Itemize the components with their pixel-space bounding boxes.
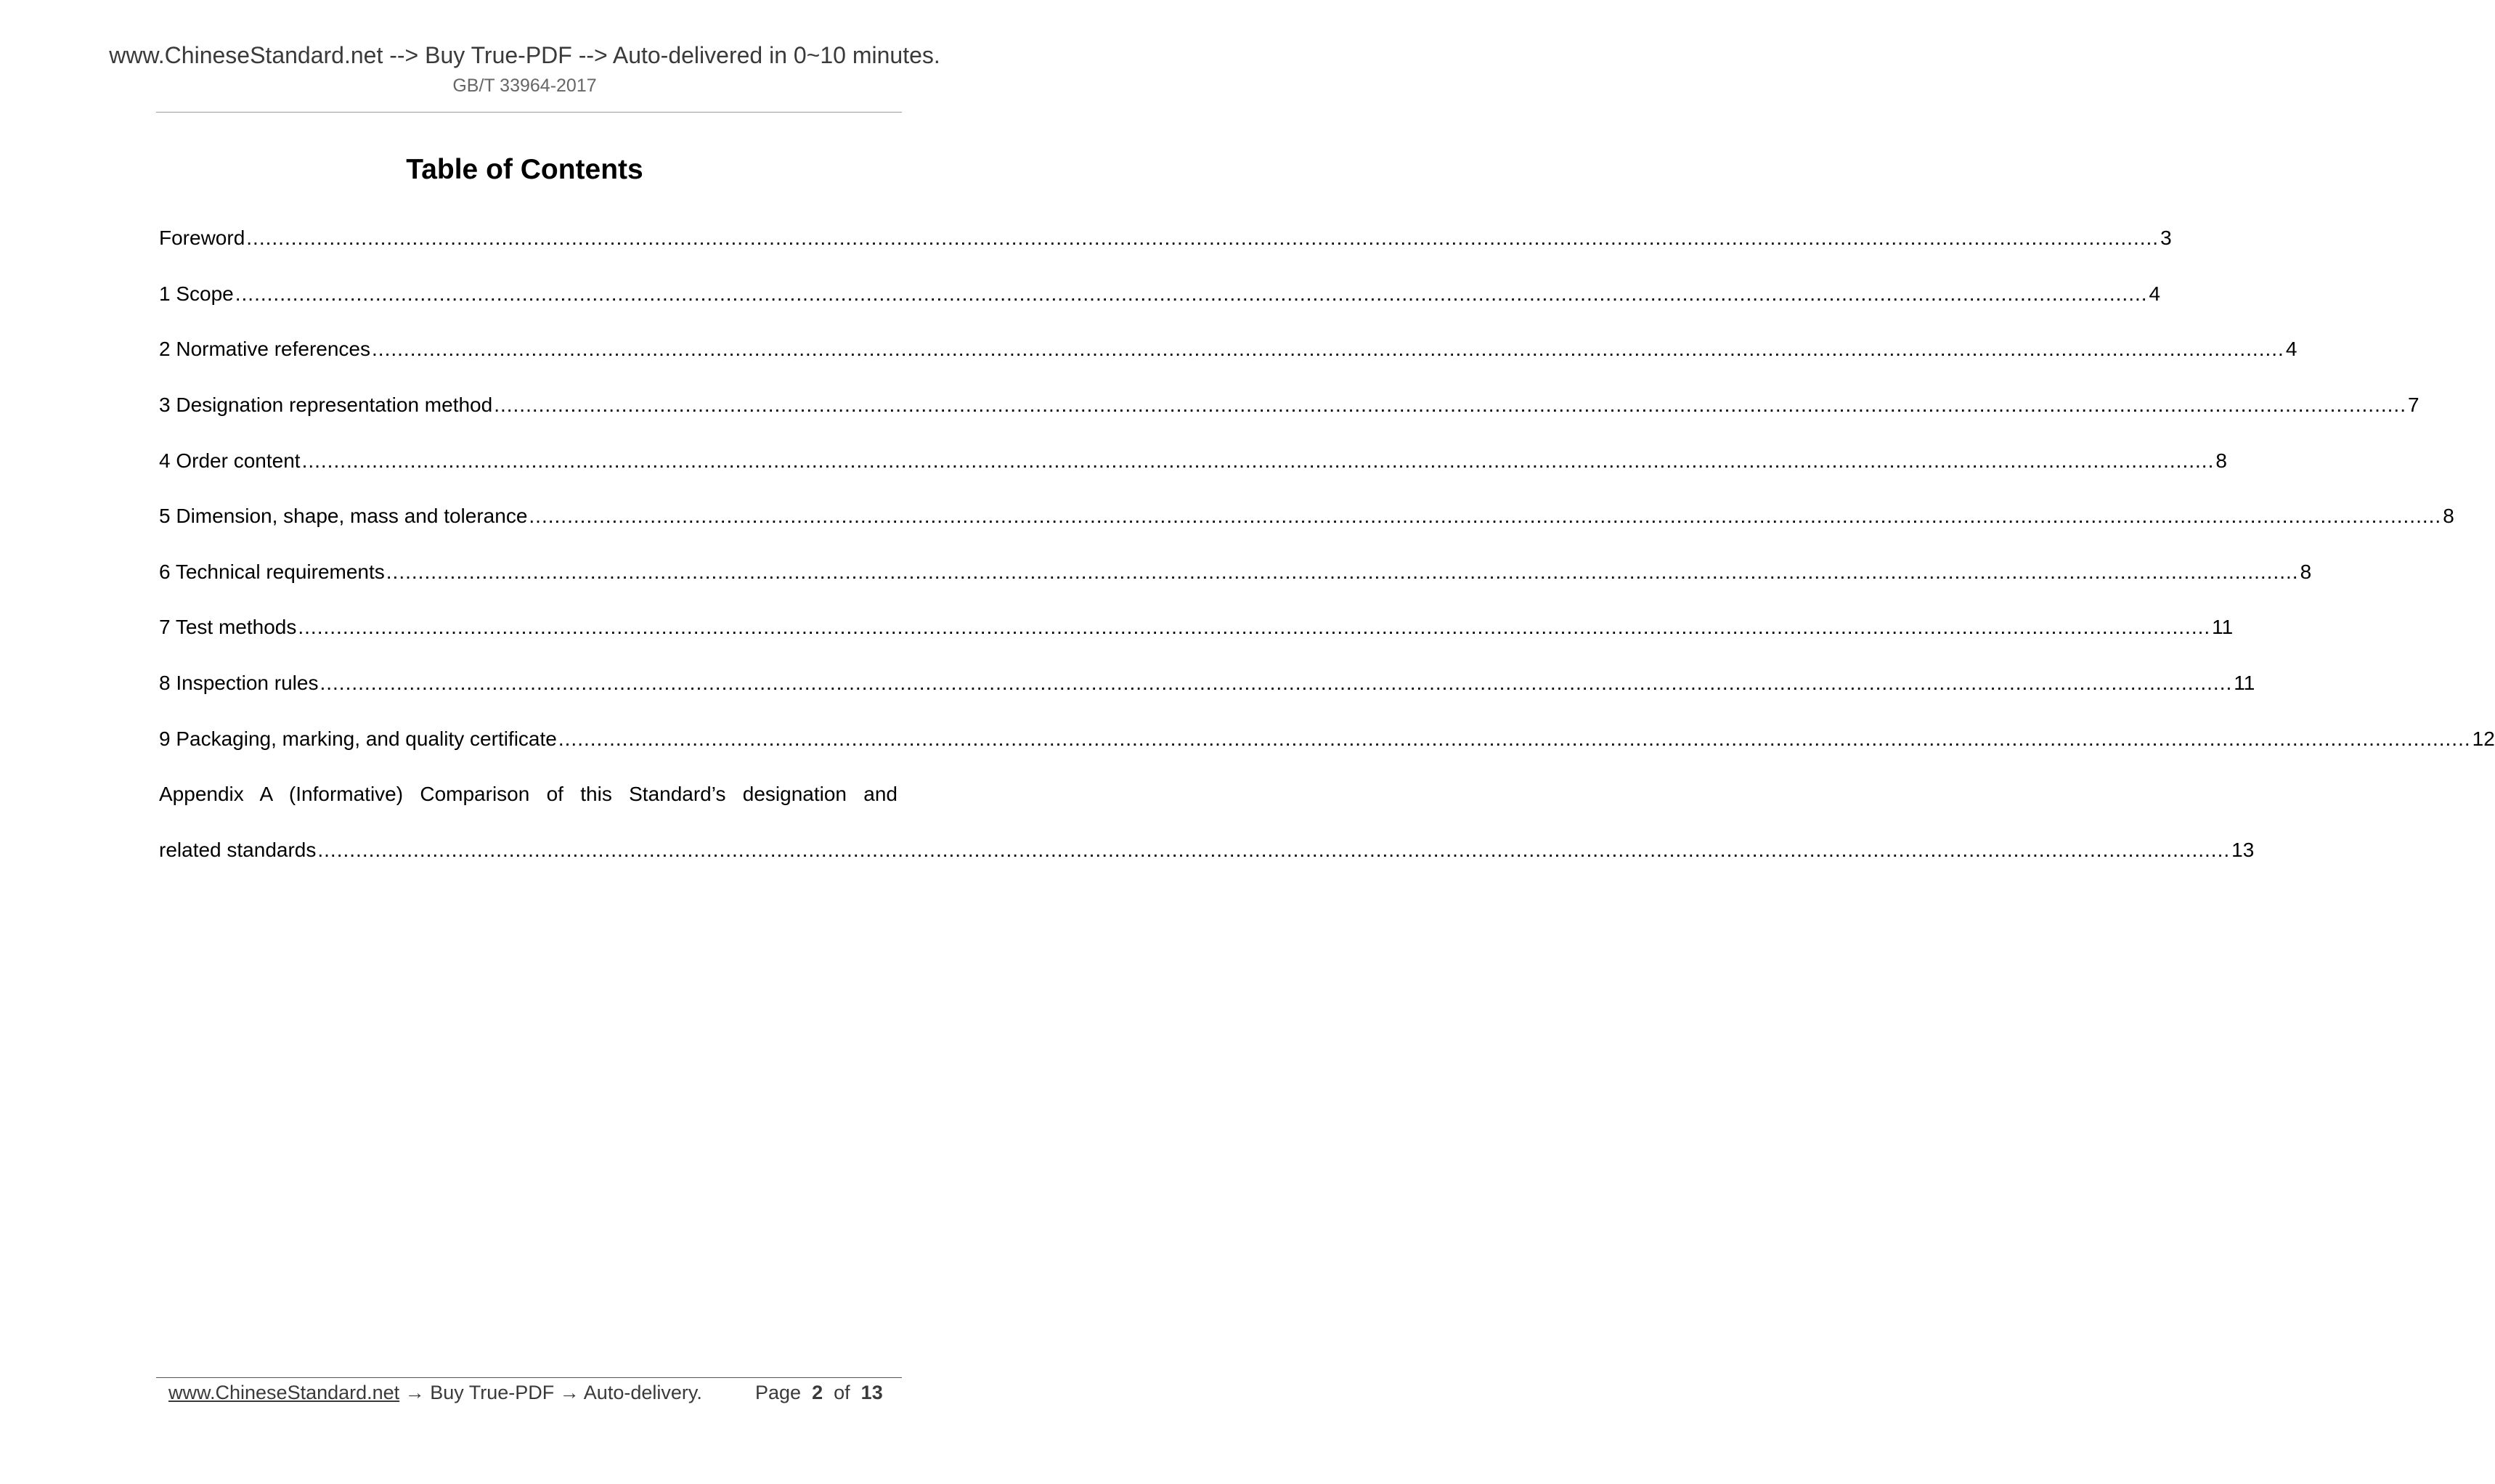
toc-leader-dots: ............................................................................................................................................................................................................................................................................................................ (386, 560, 2299, 583)
footer-divider (156, 1377, 902, 1378)
toc-entry-page: 3 (2160, 227, 2172, 250)
toc-entry-label: 2 Normative references (159, 338, 371, 361)
footer-site-link[interactable]: www.ChineseStandard.net (168, 1382, 400, 1403)
toc-entry-normative-references[interactable] (159, 322, 2297, 378)
toc-entry-label: 4 Order content (159, 449, 301, 472)
toc-entry-scope[interactable] (159, 266, 2161, 322)
toc-entry-inspection-rules[interactable] (159, 656, 2255, 712)
toc-entry-page: 11 (2234, 672, 2255, 695)
total-pages-number: 13 (860, 1382, 883, 1403)
toc-entry-page: 8 (2215, 449, 2227, 472)
toc-entry-page: 8 (2300, 560, 2312, 583)
toc-entry-order-content[interactable] (159, 433, 2227, 489)
toc-entry-label: 5 Dimension, shape, mass and tolerance (159, 505, 528, 528)
footer-delivery-text: Auto-delivery. (583, 1382, 702, 1403)
toc-entry-label: related standards (159, 838, 317, 861)
of-word: of (834, 1382, 850, 1403)
toc-entry-page: 11 (2212, 616, 2234, 639)
toc-entry-page: 4 (2285, 338, 2297, 361)
toc-entry-page: 8 (2443, 505, 2454, 528)
toc-entry-label: 8 Inspection rules (159, 672, 319, 695)
toc-leader-dots: ............................................................................................................................................................................................................................................................................................................ (235, 282, 2148, 305)
toc-entry-dimension[interactable] (159, 489, 2454, 545)
toc-entry-foreword[interactable] (159, 211, 2172, 266)
toc-title: Table of Contents (406, 154, 643, 185)
toc-entry-label: 6 Technical requirements (159, 560, 385, 583)
toc-leader-dots: ............................................................................................................................................................................................................................................................................................................ (558, 727, 2471, 750)
toc-leader-dots: ............................................................................................................................................................................................................................................................................................................ (494, 394, 2406, 417)
toc-entry-label: 9 Packaging, marking, and quality certificate (159, 727, 557, 750)
table-of-contents (159, 211, 2495, 878)
header-banner: www.ChineseStandard.net --> Buy True-PDF --> Auto-delivered in 0~10 minutes. (109, 42, 940, 68)
toc-entry-page: 7 (2407, 394, 2419, 417)
toc-entry-technical-requirements[interactable] (159, 545, 2312, 600)
arrow-right-icon: → (404, 1382, 425, 1403)
toc-leader-dots: ............................................................................................................................................................................................................................................................................................................ (301, 449, 2215, 472)
footer-buy-text: Buy True-PDF (430, 1382, 555, 1403)
arrow-right-icon: → (559, 1382, 579, 1403)
footer (168, 1382, 895, 1404)
toc-entry-test-methods[interactable] (159, 600, 2234, 656)
toc-leader-dots: ............................................................................................................................................................................................................................................................................................................ (298, 616, 2211, 639)
toc-leader-dots: ............................................................................................................................................................................................................................................................................................................ (246, 227, 2160, 250)
toc-entry-label: 3 Designation representation method (159, 394, 493, 417)
toc-entry-page: 13 (2231, 838, 2255, 861)
page-word: Page (755, 1382, 802, 1403)
toc-entry-page: 12 (2472, 727, 2495, 750)
toc-entry-appendix-a[interactable] (159, 767, 898, 823)
toc-entry-label: Foreword (159, 227, 245, 250)
header-divider (156, 112, 902, 113)
standard-id: GB/T 33964-2017 (452, 76, 597, 96)
toc-entry-page: 4 (2149, 282, 2161, 305)
toc-entry-designation-method[interactable] (159, 378, 2419, 433)
toc-entry-packaging[interactable] (159, 711, 2495, 767)
page-indicator (755, 1382, 883, 1404)
toc-leader-dots: ............................................................................................................................................................................................................................................................................................................ (529, 505, 2442, 528)
toc-entry-label: Appendix A (Informative) Comparison of this Standard’s designation and (159, 783, 898, 806)
toc-entry-label: 1 Scope (159, 282, 234, 305)
toc-entry-label: 7 Test methods (159, 616, 297, 639)
toc-leader-dots: ............................................................................................................................................................................................................................................................................................................ (317, 838, 2231, 861)
current-page-number: 2 (812, 1382, 823, 1403)
toc-leader-dots: ............................................................................................................................................................................................................................................................................................................ (372, 338, 2284, 361)
toc-leader-dots: ............................................................................................................................................................................................................................................................................................................ (319, 672, 2233, 695)
toc-entry-appendix-a-continued[interactable] (159, 823, 2255, 878)
